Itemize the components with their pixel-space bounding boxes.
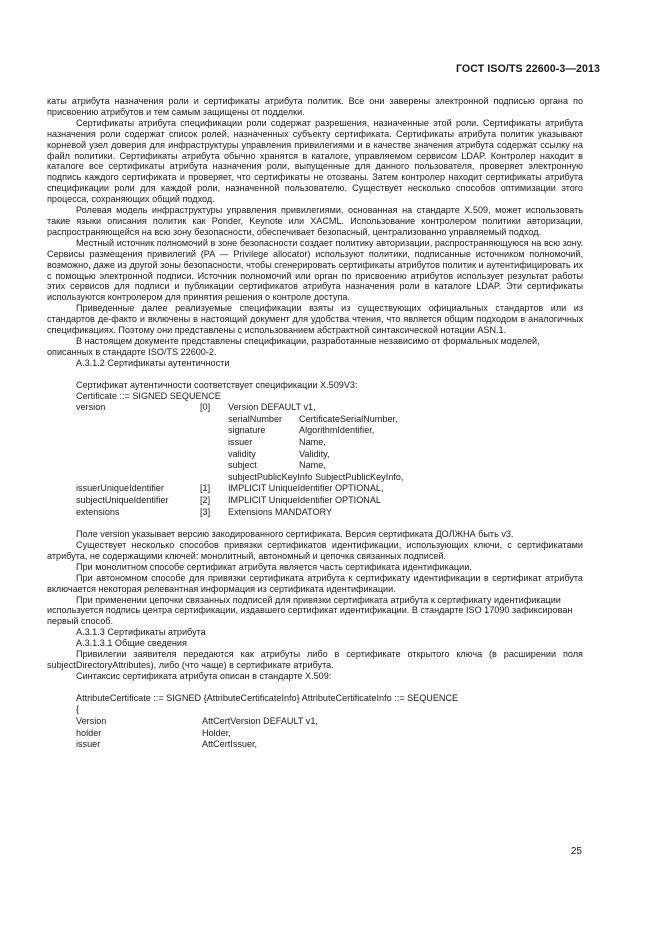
field-name: holder (76, 727, 102, 738)
code-line (47, 728, 583, 740)
code-text: AttributeCertificate ::= SIGNED {AttributeCertificateInfo} AttributeCertificateInfo ::= SEQUENCE (76, 692, 459, 703)
code-line (47, 507, 583, 519)
field-name: signature (228, 425, 266, 436)
code-text: Certificate ::= SIGNED SEQUENCE (76, 390, 221, 401)
field-name: extensions (76, 506, 120, 517)
field-type: Version DEFAULT v1, (228, 402, 316, 413)
field-tag: [3] (200, 506, 211, 517)
field-name: issuer (228, 436, 253, 447)
field-tag: [0] (200, 402, 211, 413)
paragraph: В настоящем документе представлены спецификации, разработанные независимо от формальных моделей, описанных в стандарте ISO/TS 22600-2. (47, 335, 540, 357)
field-type: Validity, (299, 448, 330, 459)
field-name: subject (228, 460, 257, 471)
attribute-certificate-asn1-block (47, 693, 583, 751)
paragraph: При монолитном способе сертификат атрибута является часть сертификата идентификации. (76, 561, 472, 572)
certificate-asn1-block (47, 391, 583, 519)
code-line (47, 414, 583, 426)
code-line (47, 704, 583, 716)
paragraph: Привилегии заявителя передаются как атрибуты либо в сертификате открытого ключа (в расширении поля subjectDirectoryAttributes), либо (что чаще) в сертификате атрибута. (47, 649, 583, 670)
field-name: issuerUniqueIdentifier (76, 483, 164, 494)
code-line (47, 495, 583, 507)
field-combined (47, 472, 403, 484)
section-heading-a3-1-3-1: А.3.1.3.1 Общие сведения (76, 638, 187, 649)
paragraph: При автономном способе для привязки сертификата атрибута к сертификату идентификации в сертификат атрибута включается некоторая релевантная информация из сертификата идентификации. (47, 572, 583, 594)
page-number: 25 (570, 846, 582, 857)
field-type: Extensions MANDATORY (228, 506, 333, 517)
field-name: validity (228, 448, 256, 459)
code-brace: { (76, 704, 80, 715)
paragraph: Ролевая модель инфраструктуры управления привилегиями, основанная на стандарте X.509, может использовать такие языки описания политик как Ponder, Keynote или XACML. Использование контролером политики авторизации, распространяющейся на всю зону безопасности, обеспечивает безопасный, централизованно управляемый подход. (47, 205, 583, 237)
spacer (47, 518, 583, 529)
code-line (47, 391, 583, 403)
field-name: serialNumber (228, 413, 283, 424)
section-heading-a3-1-3: А.3.1.3 Сертификаты атрибута (76, 627, 206, 638)
field-type: IMPLICIT UniqueIdentifier OPTIONAL (228, 494, 381, 505)
field-type: SubjectPublicKeyInfo, (314, 471, 404, 482)
spacer (47, 369, 583, 380)
field-tag: [2] (200, 494, 211, 505)
code-line (47, 716, 583, 728)
paragraph: Поле version указывает версию закодированного сертификата. Версия сертификата ДОЛЖНА быть v3. (76, 529, 514, 540)
code-line (47, 425, 583, 437)
field-type: Name, (299, 460, 326, 471)
code-line (47, 693, 583, 705)
spacer (47, 682, 583, 693)
document-header: ГОСТ ISO/TS 22600-3—2013 (455, 63, 600, 75)
code-line (47, 437, 583, 449)
field-name: version (76, 402, 106, 413)
paragraph: Сертификаты атрибута спецификации роли содержат разрешения, назначенные этой роли. Сертификаты атрибута назначения роли содержат список ролей, назначенных субъекту сертификата. Сертификаты атрибута политик указывают корневой узел доверия для инфраструктуры управления привилегиями и в качестве значения атрибута содержат ссылку на файл политики. Сертификаты атрибута обычно хранятся в каталоге, управляемом сервисом LDAP. Контролер находит в каталоге все сертификаты атрибута назначения роли, выпущенные для данного пользователя, проверяет электронную подпись каждого сертификата и проверяет, что сертификаты не отозваны. Затем контролер находит сертификаты атрибута спецификации роли для каждой роли, назначенной пользователю. Существует несколько способов оптимизации этого процесса, сохраняющих общий подход. (47, 117, 583, 205)
section-heading-a3-1-2: А.3.1.2 Сертификаты аутентичности (76, 357, 230, 368)
field-name: subjectUniqueIdentifier (76, 494, 169, 505)
field-type: Holder, (202, 727, 231, 738)
paragraph: каты атрибута назначения роли и сертификаты атрибута политик. Все они заверены электронной подписью органа по присвоению атрибутов и тем самым защищены от подделки. (47, 96, 583, 117)
paragraph: Приведенные далее реализуемые спецификации взяты из существующих официальных стандартов или из стандартов де-факто и включены в настоящий документ для удобства чтения, что является общим подходом в аналогичных спецификациях. Поэтому они представлены с использованием абстрактной синтаксической нотации ASN.1. (47, 303, 583, 336)
field-type: AttCertVersion DEFAULT v1, (202, 715, 318, 726)
paragraph: Местный источник полномочий в зоне безопасности создает политику авторизации, распространяющуюся на всю зону. Сервисы размещения привилегий (PA — Privilege allocator) используют политики, подписанные источником полномочий, возможно, даже из другой зоны безопасности, чтобы сгенерировать сертификаты атрибутов политик и аутентифицировать их с помощью электронной подписи. Источник полномочий или орган по присвоению атрибутов использует результат работы этих сервисов для подписи и публикации сертификатов атрибута назначения роли в каталоге LDAP. Эти сертификаты используются контролером для принятия решения о контроле доступа. (47, 237, 583, 303)
code-line (47, 472, 583, 484)
code-line (47, 739, 583, 751)
field-type: AlgorithmIdentifier, (299, 425, 375, 436)
code-line (47, 449, 583, 461)
field-type: IMPLICIT UniqueIdentifier OPTIONAL, (228, 483, 384, 494)
field-type: CertificateSerialNumber, (299, 413, 398, 424)
field-type: AttCertIssuer, (202, 739, 258, 750)
field-type: Name, (299, 436, 326, 447)
code-line (47, 460, 583, 472)
field-tag: [1] (200, 483, 211, 494)
code-line (47, 402, 583, 414)
paragraph: Синтаксис сертификата атрибута описан в стандарте X.509: (76, 670, 332, 681)
field-name: issuer (76, 739, 101, 750)
document-body (47, 96, 583, 751)
field-name: subjectPublicKeyInfo (228, 471, 315, 482)
paragraph: При применении цепочки связанных подписей для привязки сертификата атрибута к сертификату идентификации используется подпись центра сертификации, издавшего сертификат идентификации. В стандарте ISO 17090 зафиксирован первый способ. (47, 594, 573, 627)
code-line (47, 483, 583, 495)
cert-intro: Сертификат аутентичности соответствует спецификации X.509V3: (76, 379, 358, 390)
paragraph: Существует несколько способов привязки сертификатов идентификации, использующих ключи, с сертификатами атрибута, не содержащими ключей: монолитный, автономный и цепочка связанных подписей. (47, 540, 583, 561)
field-name: Version (76, 715, 107, 726)
